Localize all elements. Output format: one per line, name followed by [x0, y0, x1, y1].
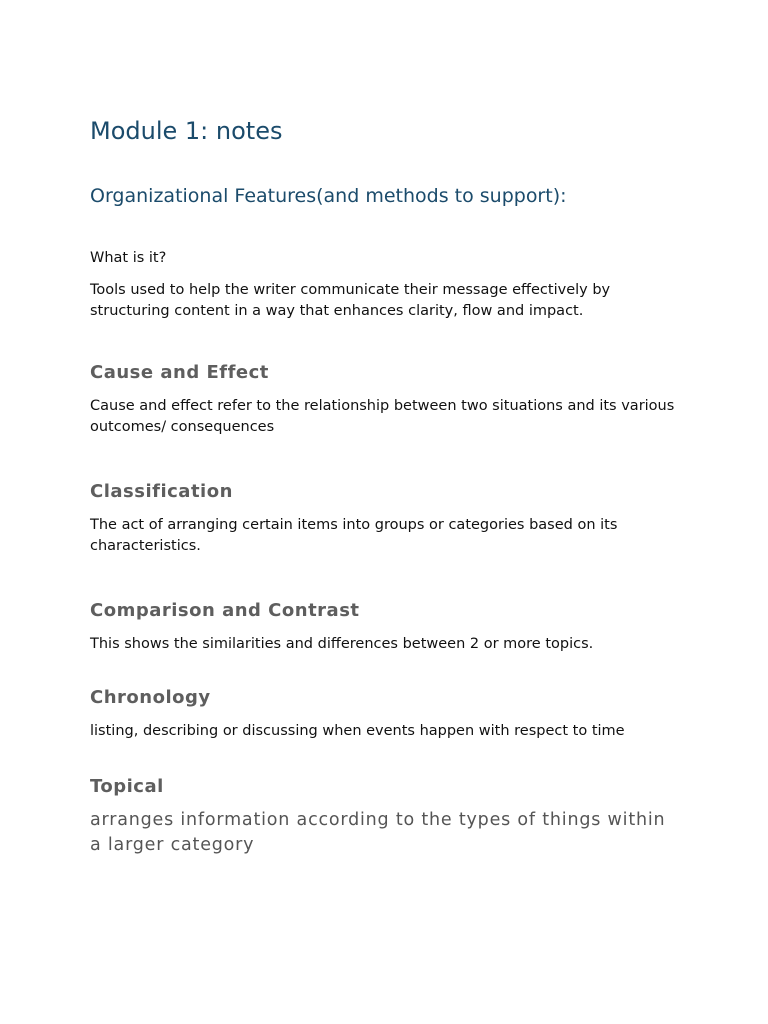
section-body: listing, describing or discussing when events happen with respect to time — [90, 723, 625, 739]
page-title: Module 1: notes — [90, 117, 283, 145]
section-body: arranges information according to the types of things within a larger category — [90, 810, 666, 855]
section-body: Cause and effect refer to the relationship between two situations and its various outcomes/ consequences — [90, 398, 675, 435]
section-heading: Comparison and Contrast — [90, 600, 360, 621]
section-body: This shows the similarities and differences between 2 or more topics. — [90, 636, 594, 652]
intro-question: What is it? — [90, 250, 167, 266]
section-topical — [90, 774, 678, 858]
section-chronology — [90, 685, 678, 742]
section-body: The act of arranging certain items into groups or categories based on its characteristics. — [90, 517, 618, 554]
section-classification — [90, 479, 678, 557]
section-cause-and-effect — [90, 360, 678, 438]
section-heading: Topical — [90, 776, 164, 797]
section-comparison-and-contrast — [90, 598, 678, 655]
intro-answer: Tools used to help the writer communicate their message effectively by structuring content in a way that enhances clarity, flow and impact. — [90, 282, 611, 319]
section-heading: Cause and Effect — [90, 362, 269, 383]
section-heading: Chronology — [90, 687, 211, 708]
page-subtitle: Organizational Features(and methods to support): — [90, 185, 567, 207]
section-heading: Classification — [90, 481, 233, 502]
